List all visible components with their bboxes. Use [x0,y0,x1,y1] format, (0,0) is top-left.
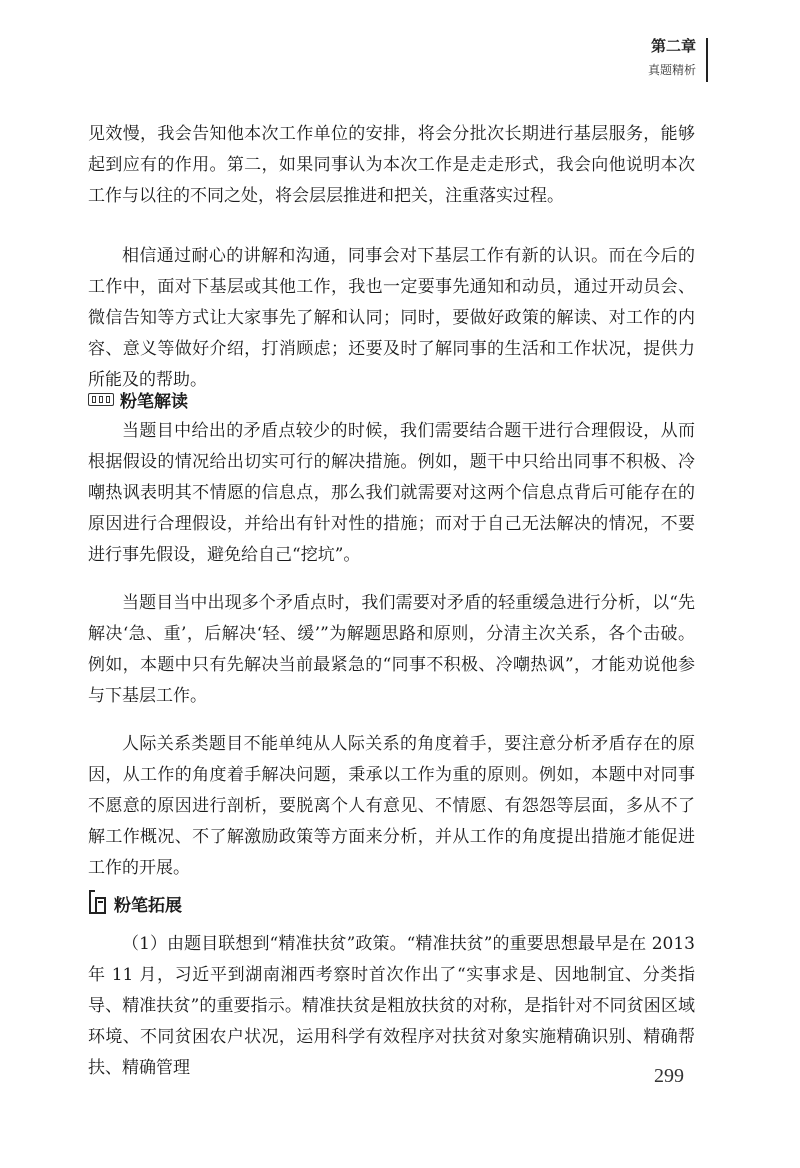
chapter-label: 第二章 [650,37,696,55]
paragraph-5: 人际关系类题目不能单纯从人际关系的角度着手，要注意分析矛盾存在的原因，从工作的角度着手解决问题，秉承以工作为重的原则。例如，本题中对同事不愿意的原因进行剖析，要脱离个人有意见、不情愿、有怨怨等层面，多从不了解工作概况、不了解激励政策等方面来分析，并从工作的角度提出措施才能促进工作的开展。 [88,734,695,878]
running-header [648,36,696,78]
extension-heading-label: 粉笔拓展 [114,895,182,916]
paragraph-6: （1）由题目联想到“精准扶贫”政策。“精准扶贫”的重要思想最早是在 2013 年 11 月，习近平到湖南湘西考察时首次作出了“实事求是、因地制宜、分类指导、精准扶贫”的重要指示。精准扶贫是粗放扶贫的对称，是指针对不同贫困区域环境、不同贫困农户状况，运用科学有效程序对扶贫对象实施精确识别、精确帮扶、精确管理 [88,934,695,1078]
reading-heading-label: 粉笔解读 [120,392,188,412]
section-label: 真题精析 [647,63,696,77]
paragraph-2: 相信通过耐心的讲解和沟通，同事会对下基层工作有新的认识。而在今后的工作中，面对下基层或其他工作，我也一定要事先通知和动员，通过开动员会、微信告知等方式让大家事先了解和认同；同时，要做好政策的解读、对工作的内容、意义等做好介绍，打消顾虑；还要及时了解同事的生活和工作状况，提供力所能及的帮助。 [88,246,695,390]
book-icon [88,393,114,406]
reading-heading [88,387,188,412]
paragraph-1: 见效慢，我会告知他本次工作单位的安排，将会分批次长期进行基层服务，能够起到应有的作用。第二，如果同事认为本次工作是走走形式，我会向他说明本次工作与以往的不同之处，将会层层推进和把关，注重落实过程。 [88,124,695,206]
paragraph-3: 当题目中给出的矛盾点较少的时候，我们需要结合题干进行合理假设，从而根据假设的情况给出切实可行的解决措施。例如，题干中只给出同事不积极、冷嘲热讽表明其不情愿的信息点，那么我们就需要对这两个信息点背后可能存在的原因进行合理假设，并给出有针对性的措施；而对于自己无法解决的情况，不要进行事先假设，避免给自己“挖坑”。 [88,421,695,565]
header-divider [706,38,708,82]
paragraph-4: 当题目当中出现多个矛盾点时，我们需要对矛盾的轻重缓急进行分析，以“先解决‘急、重’，后解决‘轻、缓’”为解题思路和原则，分清主次关系，各个击破。例如，本题中只有先解决当前最紧急的“同事不积极、冷嘲热讽”，才能劝说他参与下基层工作。 [88,593,695,706]
page-number: 299 [654,1065,684,1087]
expand-icon [88,890,108,916]
extension-heading [88,890,182,916]
